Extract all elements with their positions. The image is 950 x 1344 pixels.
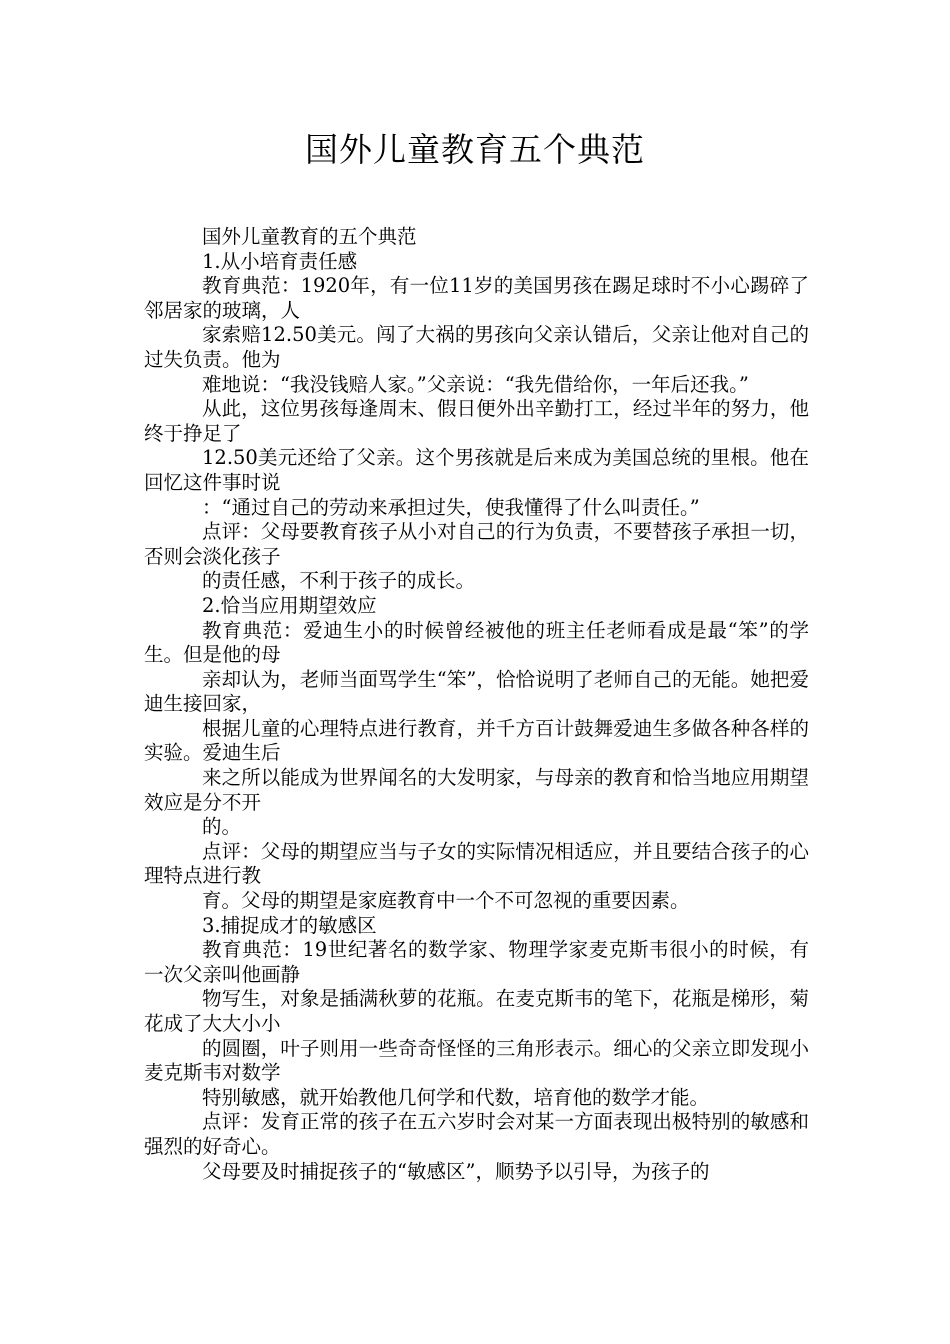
paragraph: 根据儿童的心理特点进行教育，并千方百计鼓舞爱迪生多做各种各样的实验。爱迪生后 [144,716,809,765]
paragraph: 教育典范：爱迪生小的时候曾经被他的班主任老师看成是最“笨”的学生。但是他的母 [144,618,809,667]
paragraph: 特别敏感，就开始教他几何学和代数，培育他的数学才能。 [202,1085,710,1109]
paragraph: 家索赔12.50美元。闯了大祸的男孩向父亲认错后，父亲让他对自己的过失负责。他为 [144,323,809,371]
paragraph: 物写生，对象是插满秋萝的花瓶。在麦克斯韦的笔下，花瓶是梯形，菊花成了大大小小 [144,987,809,1035]
paragraph: ：“通过自己的劳动来承担过失，使我懂得了什么叫责任。” [202,495,700,519]
paragraph: 育。父母的期望是家庭教育中一个不可忽视的重要因素。 [202,889,690,913]
section-heading: 1.从小培育责任感 [202,249,358,273]
paragraph: 的圆圈，叶子则用一些奇奇怪怪的三角形表示。细心的父亲立即发现小麦克斯韦对数学 [144,1036,809,1085]
paragraph: 的。 [202,815,242,839]
paragraph: 来之所以能成为世界闻名的大发明家，与母亲的教育和恰当地应用期望效应是分不开 [144,766,809,814]
paragraph: 12.50美元还给了父亲。这个男孩就是后来成为美国总统的里根。他在回忆这件事时说 [144,446,809,494]
paragraph: 教育典范：1920年，有一位11岁的美国男孩在踢足球时不小心踢碎了邻居家的玻璃，人 [144,274,809,322]
paragraph: 点评：父母要教育孩子从小对自己的行为负责，不要替孩子承担一切，否则会淡化孩子 [144,520,809,568]
paragraph: 国外儿童教育的五个典范 [202,225,417,248]
paragraph: 亲却认为，老师当面骂学生“笨”，恰恰说明了老师自己的无能。她把爱迪生接回家， [144,667,809,716]
paragraph: 教育典范：19世纪著名的数学家、物理学家麦克斯韦很小的时候，有一次父亲叫他画静 [144,938,809,986]
paragraph: 的责任感，不利于孩子的成长。 [202,569,476,593]
paragraph: 父母要及时捕捉孩子的“敏感区”，顺势予以引导，为孩子的 [202,1159,710,1183]
paragraph: 点评：父母的期望应当与子女的实际情况相适应，并且要结合孩子的心理特点进行教 [144,839,809,888]
paragraph: 从此，这位男孩每逢周末、假日便外出辛勤打工，经过半年的努力，他终于挣足了 [144,397,809,445]
section-heading: 3.捕捉成才的敏感区 [202,913,377,937]
section-heading: 2.恰当应用期望效应 [202,593,377,617]
paragraph: 点评：发育正常的孩子在五六岁时会对某一方面表现出极特别的敏感和强烈的好奇心。 [144,1110,809,1158]
paragraph: 难地说：“我没钱赔人家。”父亲说：“我先借给你，一年后还我。” [202,372,749,396]
document-body [144,225,809,1184]
document-title: 国外儿童教育五个典范 [305,130,645,169]
